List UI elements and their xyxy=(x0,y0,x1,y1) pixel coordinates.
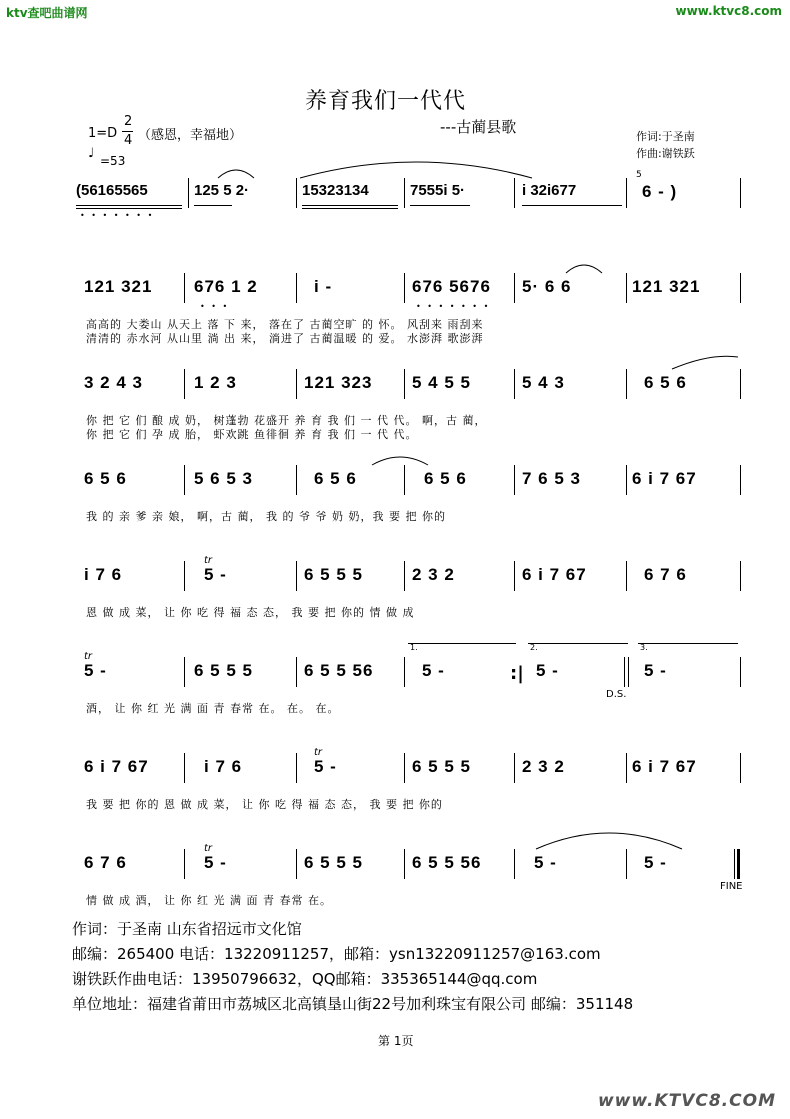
slur xyxy=(370,451,430,467)
footer-line-4: 单位地址：福建省莆田市荔城区北高镇垦山街22号加利珠宝有限公司 邮编：351148 xyxy=(72,995,634,1013)
notes-measure: 5 4 3 xyxy=(522,373,565,392)
notes-measure: 6 5 6 xyxy=(424,469,467,488)
bar-line xyxy=(296,849,297,879)
page-number: 第 1页 xyxy=(378,1034,414,1048)
lyrics-verse-1: 酒， 让 你 红 光 满 面 青 春常 在。 在。 在。 xyxy=(86,702,340,715)
notes-measure: 6 5 6 xyxy=(84,469,127,488)
notes-measure: 7 6 5 3 xyxy=(522,469,581,488)
bar-line xyxy=(184,657,185,687)
volta-bracket xyxy=(528,643,628,644)
lyrics-verse-1: 我 要 把 你的 恩 做 成 菜， 让 你 吃 得 福 态 态， 我 要 把 你的 xyxy=(86,798,443,811)
bar-line xyxy=(296,657,297,687)
beam xyxy=(76,205,182,206)
bar-line xyxy=(184,369,185,399)
notes-measure: 6 i 7 67 xyxy=(84,757,149,776)
bar-line xyxy=(624,657,625,687)
key-signature: 1=D xyxy=(88,126,118,141)
staff-row-1 xyxy=(70,170,742,220)
bar-line xyxy=(514,753,515,783)
bar-line xyxy=(184,465,185,495)
bar-line xyxy=(740,369,741,399)
slur xyxy=(670,355,740,371)
bar-line xyxy=(626,561,627,591)
notes-measure: 121 321 xyxy=(632,277,701,296)
bar-line xyxy=(514,273,515,303)
lyrics-verse-1: 情 做 成 酒， 让 你 红 光 满 面 青 春常 在。 xyxy=(86,894,332,907)
footer-line-1: 作词：于圣南 山东省招远市文化馆 xyxy=(72,920,302,938)
bar-line xyxy=(626,369,627,399)
notes-measure: 5 - xyxy=(314,757,337,776)
bar-line xyxy=(404,849,405,879)
notes-measure: (56165565 xyxy=(76,182,148,199)
notes-measure: 2 3 2 xyxy=(522,757,565,776)
song-subtitle: ---古蔺县歌 xyxy=(440,118,517,136)
bar-line xyxy=(404,561,405,591)
mood-marking: （感恩，幸福地） xyxy=(138,128,243,143)
bar-line xyxy=(514,561,515,591)
bar-line xyxy=(740,273,741,303)
notes-measure: 125 5 2· xyxy=(194,182,250,199)
lyrics-verse-1: 我 的 亲 爹 亲 娘， 啊，古 蔺， 我 的 爷 爷 奶 奶，我 要 把 你的 xyxy=(86,510,446,523)
song-title: 养育我们一代代 xyxy=(305,89,467,114)
bar-line xyxy=(626,178,627,208)
bar-line xyxy=(404,657,405,687)
small-number-mark: 5 xyxy=(636,170,642,180)
bar-line xyxy=(514,178,515,208)
trill-mark: tr xyxy=(314,747,323,758)
notes-measure: 5 - xyxy=(204,565,227,584)
bar-line xyxy=(296,753,297,783)
notes-measure: i - xyxy=(314,277,333,296)
notes-measure: 1 2 3 xyxy=(194,373,237,392)
repeat-sign: :| xyxy=(510,663,524,684)
bar-line xyxy=(404,753,405,783)
notes-measure: 6 i 7 67 xyxy=(522,565,587,584)
notes-measure: i 32i677 xyxy=(522,182,577,199)
beam xyxy=(302,205,398,206)
volta-bracket xyxy=(638,643,738,644)
beam xyxy=(76,208,182,209)
bar-line xyxy=(740,657,741,687)
bar-line xyxy=(184,753,185,783)
octave-dots: • • • • • • • xyxy=(80,211,155,220)
notes-measure: 6 i 7 67 xyxy=(632,757,697,776)
notes-measure: 6 - ) xyxy=(642,182,678,201)
notes-measure: 5 - xyxy=(84,661,107,680)
time-denominator: 4 xyxy=(124,133,133,148)
notes-measure: 5 - xyxy=(644,661,667,680)
notes-measure: 15323134 xyxy=(302,182,369,199)
beam xyxy=(194,205,232,206)
footer-line-3: 谢铁跃作曲电话：13950796632，QQ邮箱：335365144@qq.com xyxy=(72,970,538,988)
bar-line xyxy=(740,753,741,783)
fine-mark: FINE xyxy=(720,881,743,892)
notes-measure: 6 5 5 56 xyxy=(304,661,374,680)
notes-measure: 7555i 5· xyxy=(410,182,466,199)
bar-line xyxy=(626,753,627,783)
staff-row-4 xyxy=(70,465,742,495)
staff-row-8 xyxy=(70,843,743,892)
bar-line xyxy=(514,849,515,879)
bar-line xyxy=(626,465,627,495)
notes-measure: i 7 6 xyxy=(204,757,243,776)
staff-row-3 xyxy=(70,369,742,399)
tempo-marking: =53 xyxy=(100,154,126,168)
beam xyxy=(522,205,622,206)
lyricist-credit: 作词:于圣南 xyxy=(636,130,695,143)
bar-line xyxy=(626,849,627,879)
bar-line xyxy=(404,273,405,303)
notes-measure: 6 5 5 5 xyxy=(412,757,471,776)
notes-measure: 6 5 5 5 xyxy=(304,853,363,872)
watermark-logo: www.KTVC8.COM xyxy=(597,1091,776,1111)
staff-row-2 xyxy=(70,273,742,311)
volta-3-label: 3. xyxy=(640,643,648,652)
bar-line xyxy=(296,369,297,399)
bar-line xyxy=(514,369,515,399)
bar-line xyxy=(404,465,405,495)
bar-line xyxy=(184,273,185,303)
time-numerator: 2 xyxy=(124,114,133,129)
bar-line xyxy=(188,178,189,208)
notes-measure: 6 7 6 xyxy=(644,565,687,584)
ds-mark: D.S. xyxy=(606,689,627,700)
staff-row-7 xyxy=(70,747,742,783)
notes-measure: 6 5 5 5 xyxy=(194,661,253,680)
slur xyxy=(534,827,684,851)
notes-measure: 676 1 2 xyxy=(194,277,258,296)
lyrics-verse-2: 清清的 赤水河 从山里 淌 出 来， 淌进了 古蔺温暖 的 爱。 水澎湃 歌澎湃 xyxy=(86,332,484,345)
final-bar-thick xyxy=(737,849,740,879)
bar-line xyxy=(626,273,627,303)
footer-line-2: 邮编：265400 电话：13220911257，邮箱：ysn13220911257@163.com xyxy=(72,945,601,963)
lyrics-verse-1: 高高的 大娄山 从天上 落 下 来， 落在了 古蔺空旷 的 怀。 风刮来 雨刮来 xyxy=(86,318,484,331)
octave-dots: • • • • • • • xyxy=(416,302,491,311)
notes-measure: 6 5 6 xyxy=(644,373,687,392)
slur xyxy=(216,164,256,180)
volta-1-label: 1. xyxy=(410,643,418,652)
staff-row-5 xyxy=(70,555,742,591)
bar-line xyxy=(296,178,297,208)
lyrics-verse-2: 你 把 它 们 孕 成 胎， 虾欢跳 鱼徘徊 养 育 我 们 一 代 代。 xyxy=(86,428,418,441)
beam xyxy=(410,205,470,206)
notes-measure: 3 2 4 3 xyxy=(84,373,143,392)
notes-measure: 5 - xyxy=(534,853,557,872)
staff-row-6 xyxy=(70,643,742,700)
beam xyxy=(302,208,398,209)
notes-measure: 121 321 xyxy=(84,277,153,296)
time-divider xyxy=(122,131,133,132)
notes-measure: 6 7 6 xyxy=(84,853,127,872)
lyrics-verse-1: 你 把 它 们 酿 成 奶， 树蓬勃 花盛开 养 育 我 们 一 代 代。 啊，古 蔺， xyxy=(86,414,487,427)
notes-measure: 5 - xyxy=(644,853,667,872)
final-bar-thin xyxy=(734,849,735,879)
bar-line xyxy=(404,178,405,208)
composer-credit: 作曲:谢铁跃 xyxy=(636,147,695,160)
notes-measure: 6 5 6 xyxy=(314,469,357,488)
site-url-right[interactable]: www.ktvc8.com xyxy=(675,4,782,18)
bar-line xyxy=(628,657,629,687)
notes-measure: 6 5 5 5 xyxy=(304,565,363,584)
bar-line xyxy=(184,561,185,591)
notes-measure: 676 5676 xyxy=(412,277,491,296)
bar-line xyxy=(296,465,297,495)
notes-measure: 5 - xyxy=(536,661,559,680)
lyrics-verse-1: 恩 做 成 菜， 让 你 吃 得 福 态 态， 我 要 把 你的 情 做 成 xyxy=(86,606,415,619)
bar-line xyxy=(296,561,297,591)
octave-dots: • • • xyxy=(200,302,230,311)
bar-line xyxy=(740,561,741,591)
notes-measure: i 7 6 xyxy=(84,565,123,584)
bar-line xyxy=(296,273,297,303)
slur xyxy=(296,152,536,182)
volta-bracket xyxy=(408,643,516,644)
trill-mark: tr xyxy=(84,651,93,662)
bar-line xyxy=(404,369,405,399)
volta-2-label: 2. xyxy=(530,643,538,652)
notes-measure: 2 3 2 xyxy=(412,565,455,584)
quarter-note-icon: ♩ xyxy=(88,146,95,161)
notes-measure: 5· 6 6 xyxy=(522,277,572,296)
trill-mark: tr xyxy=(204,843,213,854)
notes-measure: 5 - xyxy=(422,661,445,680)
notes-measure: 5 4 5 5 xyxy=(412,373,471,392)
bar-line xyxy=(514,465,515,495)
bar-line xyxy=(184,849,185,879)
notes-measure: 121 323 xyxy=(304,373,373,392)
notes-measure: 6 5 5 56 xyxy=(412,853,482,872)
notes-measure: 5 6 5 3 xyxy=(194,469,253,488)
notes-measure: 6 i 7 67 xyxy=(632,469,697,488)
bar-line xyxy=(740,465,741,495)
bar-line xyxy=(740,178,741,208)
site-name-left[interactable]: ktv查吧曲谱网 xyxy=(6,6,88,20)
slur xyxy=(564,259,604,275)
trill-mark: tr xyxy=(204,555,213,566)
notes-measure: 5 - xyxy=(204,853,227,872)
